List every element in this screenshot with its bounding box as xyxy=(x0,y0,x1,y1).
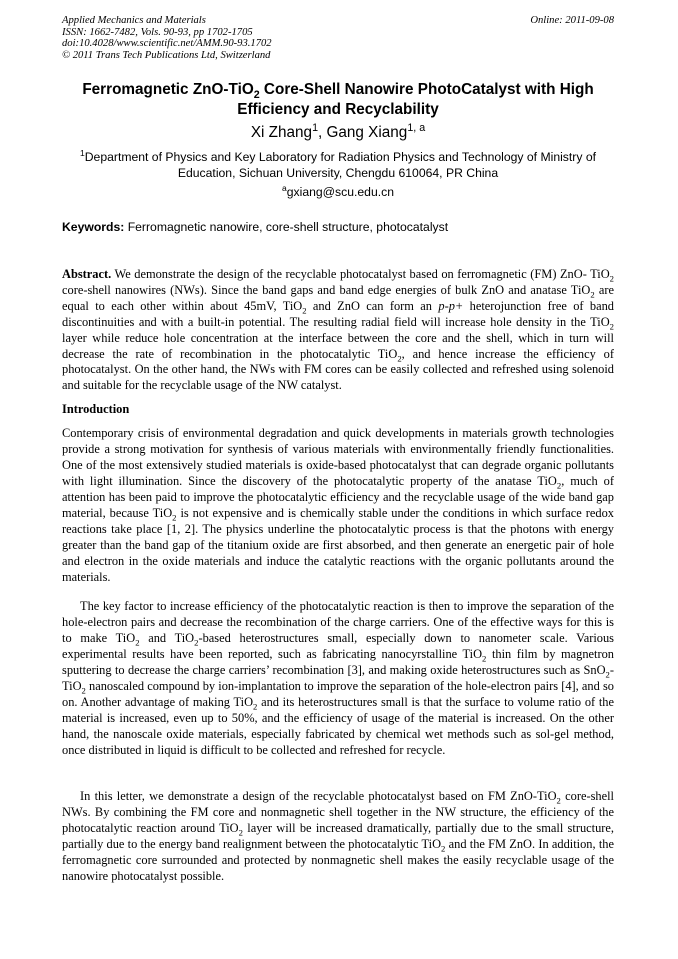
title-text-1: Ferromagnetic ZnO-TiO xyxy=(82,81,254,98)
subscript: 2 xyxy=(253,701,258,712)
abstract-text: layer while reduce hole concentration at the interface between the core and the shell, which in turn will decrease the rate of recombination in the photocatalytic TiO xyxy=(62,330,614,361)
paper-title xyxy=(62,80,614,120)
subscript: 2 xyxy=(81,685,86,696)
paragraph-text: -TiO xyxy=(62,663,614,693)
paragraph-text: and the FM ZnO. In addition, the ferromagnetic core surrounded and protected by nonmagnetic shell makes the easily recyclable usage of the nanowire photocatalyst possible. xyxy=(62,837,614,883)
paragraph-text: -based heterostructures small, especially down to nanometer scale. Various experimental results have been reported, such as fabricating nanocyrstalline TiO xyxy=(62,631,615,661)
paragraph-text: is not expensive and is chemically stable under the conditions in which surface redox reactions take place [1, 2]. The physics underline the photocatalytic process is that the photons with energy greater than the band gap of the titanium oxide are first absorbed, and then generate an energetic pair of hole and electron in the oxide materials and induce the catalytic reactions with the organic pollutants around the materials. xyxy=(62,506,614,584)
subscript: 2 xyxy=(238,827,243,838)
paragraph-text: , much of attention has been paid to improve the photocatalytic efficiency and the recyclable usage of the wide band gap material, because TiO xyxy=(62,474,614,520)
paragraph-text: and TiO xyxy=(139,631,195,645)
author-1-affiliation: 1 xyxy=(312,121,319,134)
paragraph-text: The key factor to increase efficiency of the photocatalytic reaction is then to improve the separation of the hole-electron pairs and decrease the recombination of the charge carriers. One of the effective ways for this is to make TiO xyxy=(62,599,614,645)
journal-issn: ISSN: 1662-7482, Vols. 90-93, pp 1702-1705 xyxy=(62,26,253,38)
abstract-text: We demonstrate the design of the recyclable photocatalyst based on ferromagnetic (FM) ZnO- TiO xyxy=(111,267,610,281)
paragraph-text: In this letter, we demonstrate a design of the recyclable photocatalyst based on FM ZnO-TiO xyxy=(80,789,557,803)
paragraph-text: layer will be increased dramatically, partially due to the small structure, partially due to the energy band realignment between the photocatalytic TiO xyxy=(62,821,615,851)
affiliation-text: Department of Physics and Key Laboratory for Radiation Physics and Technology of Ministry of Education, Sichuan University, Chengdu 610064, PR China xyxy=(84,150,596,180)
subscript: 2 xyxy=(609,273,614,284)
subscript: 2 xyxy=(556,795,561,806)
paragraph-text: and its heterostructures small is that the surface to volume ratio of the material is increased, even up to 50%, and the efficiency of usage of the material is increased. On the other hand, the nanoscale oxide materials, especially fabricated by chemical wet methods such as sol-gel method, once distributed in liquid is difficult to be collected and refreshed for recycle. xyxy=(62,695,614,757)
author-2-affiliation: 1, a xyxy=(407,121,426,134)
keywords-text: Ferromagnetic nanowire, core-shell structure, photocatalyst xyxy=(124,220,449,234)
subscript: 2 xyxy=(590,289,595,300)
affiliation-marker: 1 xyxy=(80,147,85,158)
journal-doi: doi:10.4028/www.scientific.net/AMM.90-93.1702 xyxy=(62,38,272,50)
abstract-text: core-shell nanowires (NWs). Since the band gaps and band edge energies of bulk ZnO and anatase TiO xyxy=(62,282,591,297)
intro-paragraph-1 xyxy=(62,425,614,585)
author-list xyxy=(62,123,614,142)
abstract-text: heterojunction free of band discontinuities and with a built-in potential. The resulting radial field will increase hole density in the TiO xyxy=(62,298,614,329)
keywords xyxy=(62,219,614,235)
subscript: 2 xyxy=(135,637,140,648)
email-marker: a xyxy=(282,182,287,193)
journal-header xyxy=(62,15,614,61)
journal-copyright: © 2011 Trans Tech Publications Ltd, Switzerland xyxy=(62,49,271,61)
abstract-text: , and hence increase the efficiency of photocatalyst. On the other hand, the NWs with FM cores can be easily collected and refreshed using solenoid and suitable for the recyclable usage of the NW catalyst. xyxy=(62,346,614,393)
intro-paragraph-3 xyxy=(62,788,614,884)
subscript: 2 xyxy=(609,321,614,332)
subscript: 2 xyxy=(172,512,177,523)
journal-name: Applied Mechanics and Materials xyxy=(62,15,206,26)
paragraph-text: nanoscaled compound by ion-implantation to improve the separation of the hole-electron pairs [4], and so on. Another advantage of making TiO xyxy=(62,679,614,709)
subscript: 2 xyxy=(302,305,307,316)
title-text-2: Core-Shell Nanowire PhotoCatalyst with High Efficiency and Recyclability xyxy=(237,81,594,118)
subscript: 2 xyxy=(482,653,487,664)
paragraph-text: Contemporary crisis of environmental degradation and quick developments in materials growth technologies provide a strong motivation for synthesis of various materials with environmentally friendly functionalities. One of the most extensively studied materials is oxide-based photocatalyst that can degrade organic pollutants with light illumination. Since the discovery of the photocatalytic property of the anatase TiO xyxy=(62,426,614,488)
title-subscript: 2 xyxy=(253,89,260,102)
email-text[interactable]: gxiang@scu.edu.cn xyxy=(286,185,394,199)
author-email xyxy=(62,184,614,200)
subscript: 2 xyxy=(441,843,446,854)
section-heading: Introduction xyxy=(62,402,130,416)
author-separator: , xyxy=(318,124,327,141)
keywords-label: Keywords: xyxy=(62,220,125,234)
author-1: Xi Zhang xyxy=(250,124,313,141)
subscript: 2 xyxy=(397,353,402,363)
abstract-text: are equal to each other within about 45mV, TiO xyxy=(62,282,614,313)
abstract-label: Abstract. xyxy=(62,267,112,281)
affiliation xyxy=(62,149,614,181)
paragraph-text: thin film by magnetron sputtering to decrease the charge carriers’ recombination [3], and making oxide heterostructures such as SnO xyxy=(62,647,614,677)
subscript: 2 xyxy=(605,669,610,680)
intro-paragraph-2 xyxy=(62,598,614,758)
abstract xyxy=(62,267,614,394)
subscript: 2 xyxy=(556,480,562,491)
online-date: Online: 2011-09-08 xyxy=(530,15,614,26)
abstract-text: and ZnO can form an xyxy=(306,298,439,313)
abstract-italic: p-p+ xyxy=(438,298,464,313)
author-2: Gang Xiang xyxy=(326,124,408,141)
subscript: 2 xyxy=(194,637,199,648)
paragraph-text: core-shell NWs. By combining the FM core and nonmagnetic shell together in the NW structure, the efficiency of the photocatalytic reaction around TiO xyxy=(62,789,615,835)
